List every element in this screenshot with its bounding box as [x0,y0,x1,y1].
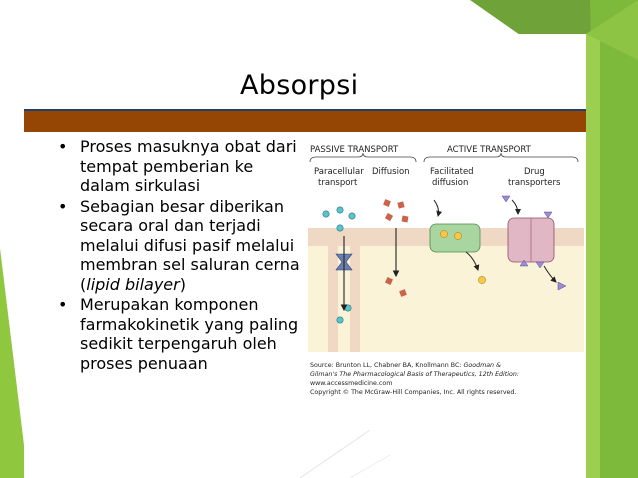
bullet-item [58,295,303,373]
passive-transport-header: PASSIVE TRANSPORT [310,145,399,155]
bullet-list [58,137,303,374]
bullet-text: Merupakan komponen farmakokinetik yang paling sedikit terpengaruh oleh proses penuaan [80,295,299,373]
diffusion-label: Diffusion [372,167,410,177]
bullet-item [58,137,303,196]
bullet-text: lipid bilayer [86,274,180,294]
bullet-text: Sebagian besar diberikan secara oral dan terjadi melalui difusi pasif melalui membran sel saluran cerna ( [80,196,300,294]
facilitated-label-2: diffusion [432,178,469,188]
membrane-left-wall [328,246,338,352]
caption-url: www.accessmedicine.com [310,380,393,387]
caption-source-italic: Goodman & [463,362,501,369]
drug-transporters-label-2: transporters [508,178,561,188]
bullet-text: ) [179,274,186,294]
figure-source-caption [310,361,580,397]
membrane-right-wall [350,246,360,352]
caption-book-title: Gilman's The Pharmacological Basis of Therapeutics, 12th Edition: [310,371,519,378]
paracellular-label: Paracellular [314,167,364,177]
title-accent-bar [24,109,586,132]
caption-copyright: Copyright © The McGraw-Hill Companies, Inc. All rights reserved. [310,389,517,396]
paracellular-label-2: transport [318,178,358,188]
facilitated-label: Facilitated [430,167,474,177]
bullet-item [58,197,303,295]
drug-transporters-label: Drug [524,167,545,177]
caption-source: Source: Brunton LL, Chabner BA, Knollmann BC: [310,362,464,369]
slide-title: Absorpsi [240,70,359,101]
bullet-text: Proses masuknya obat dari tempat pemberian ke dalam sirkulasi [80,137,297,195]
active-transport-header: ACTIVE TRANSPORT [447,145,531,155]
